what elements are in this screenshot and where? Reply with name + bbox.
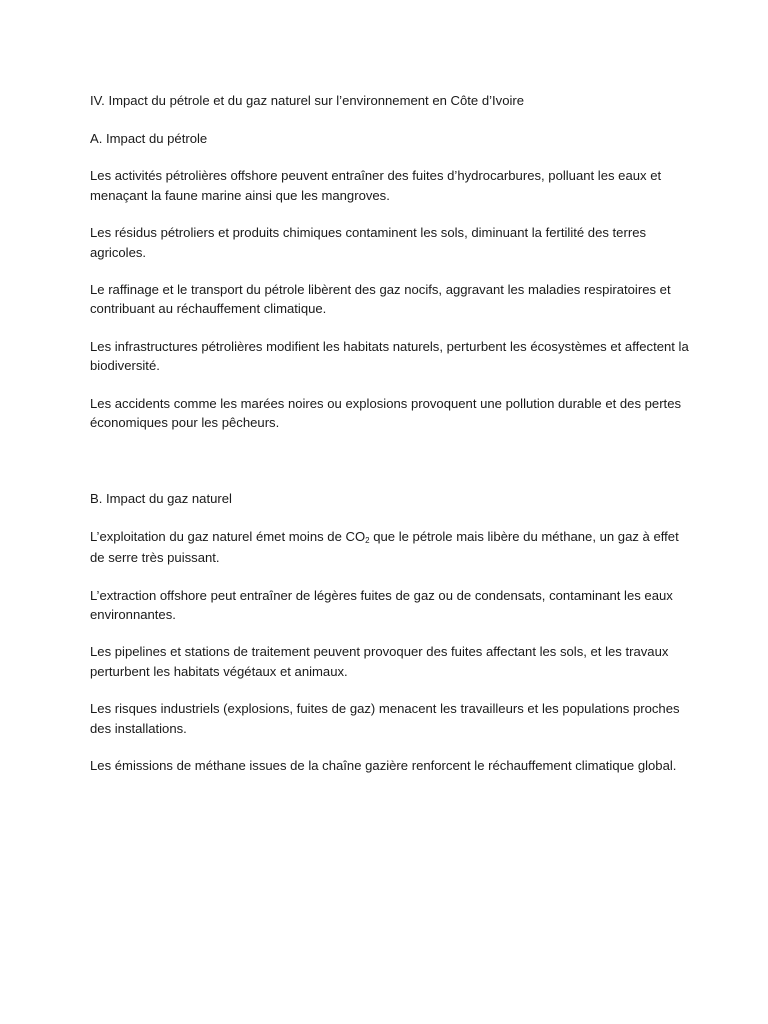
section-b-paragraph-2: L’extraction offshore peut entraîner de légères fuites de gaz ou de condensats, contaminant les eaux environnantes. xyxy=(90,587,673,622)
section-spacer xyxy=(90,451,690,489)
section-a-paragraph-5: Les accidents comme les marées noires ou explosions provoquent une pollution durable et des pertes économiques pour les pêcheurs. xyxy=(90,396,682,431)
section-a-paragraph-2: Les résidus pétroliers et produits chimiques contaminent les sols, diminuant la fertilité des terres agricoles. xyxy=(90,225,647,260)
section-b-paragraph-1 xyxy=(90,527,690,567)
subscript-two: 2 xyxy=(365,535,370,545)
section-b-heading: B. Impact du gaz naturel xyxy=(90,490,232,506)
document-title: IV. Impact du pétrole et du gaz naturel sur l’environnement en Côte d’Ivoire xyxy=(90,93,525,108)
section-b-paragraph-1-end: que le pétrole mais libère du méthane, un gaz à effet de serre très puissant. xyxy=(90,528,679,565)
section-b-paragraph-5: Les émissions de méthane issues de la chaîne gazière renforcent le réchauffement climatique global. xyxy=(90,758,677,774)
section-a-paragraph-3: Le raffinage et le transport du pétrole libèrent des gaz nocifs, aggravant les maladies respiratoires et contribuant au réchauffement climatique. xyxy=(90,282,671,317)
document-body xyxy=(90,91,690,794)
section-b-paragraph-1-start: L’exploitation du gaz naturel émet moins de CO xyxy=(90,528,366,544)
section-a-paragraph-1: Les activités pétrolières offshore peuvent entraîner des fuites d’hydrocarbures, polluant les eaux et menaçant la faune marine ainsi que les mangroves. xyxy=(90,168,662,203)
section-b-paragraph-3: Les pipelines et stations de traitement peuvent provoquer des fuites affectant les sols, et les travaux perturbent les habitats végétaux et animaux. xyxy=(90,644,669,679)
section-a-heading: A. Impact du pétrole xyxy=(90,130,208,146)
section-a-paragraph-4: Les infrastructures pétrolières modifient les habitats naturels, perturbent les écosystèmes et affectent la biodiversité. xyxy=(90,339,689,374)
section-b-paragraph-4: Les risques industriels (explosions, fuites de gaz) menacent les travailleurs et les populations proches des installations. xyxy=(90,701,680,736)
